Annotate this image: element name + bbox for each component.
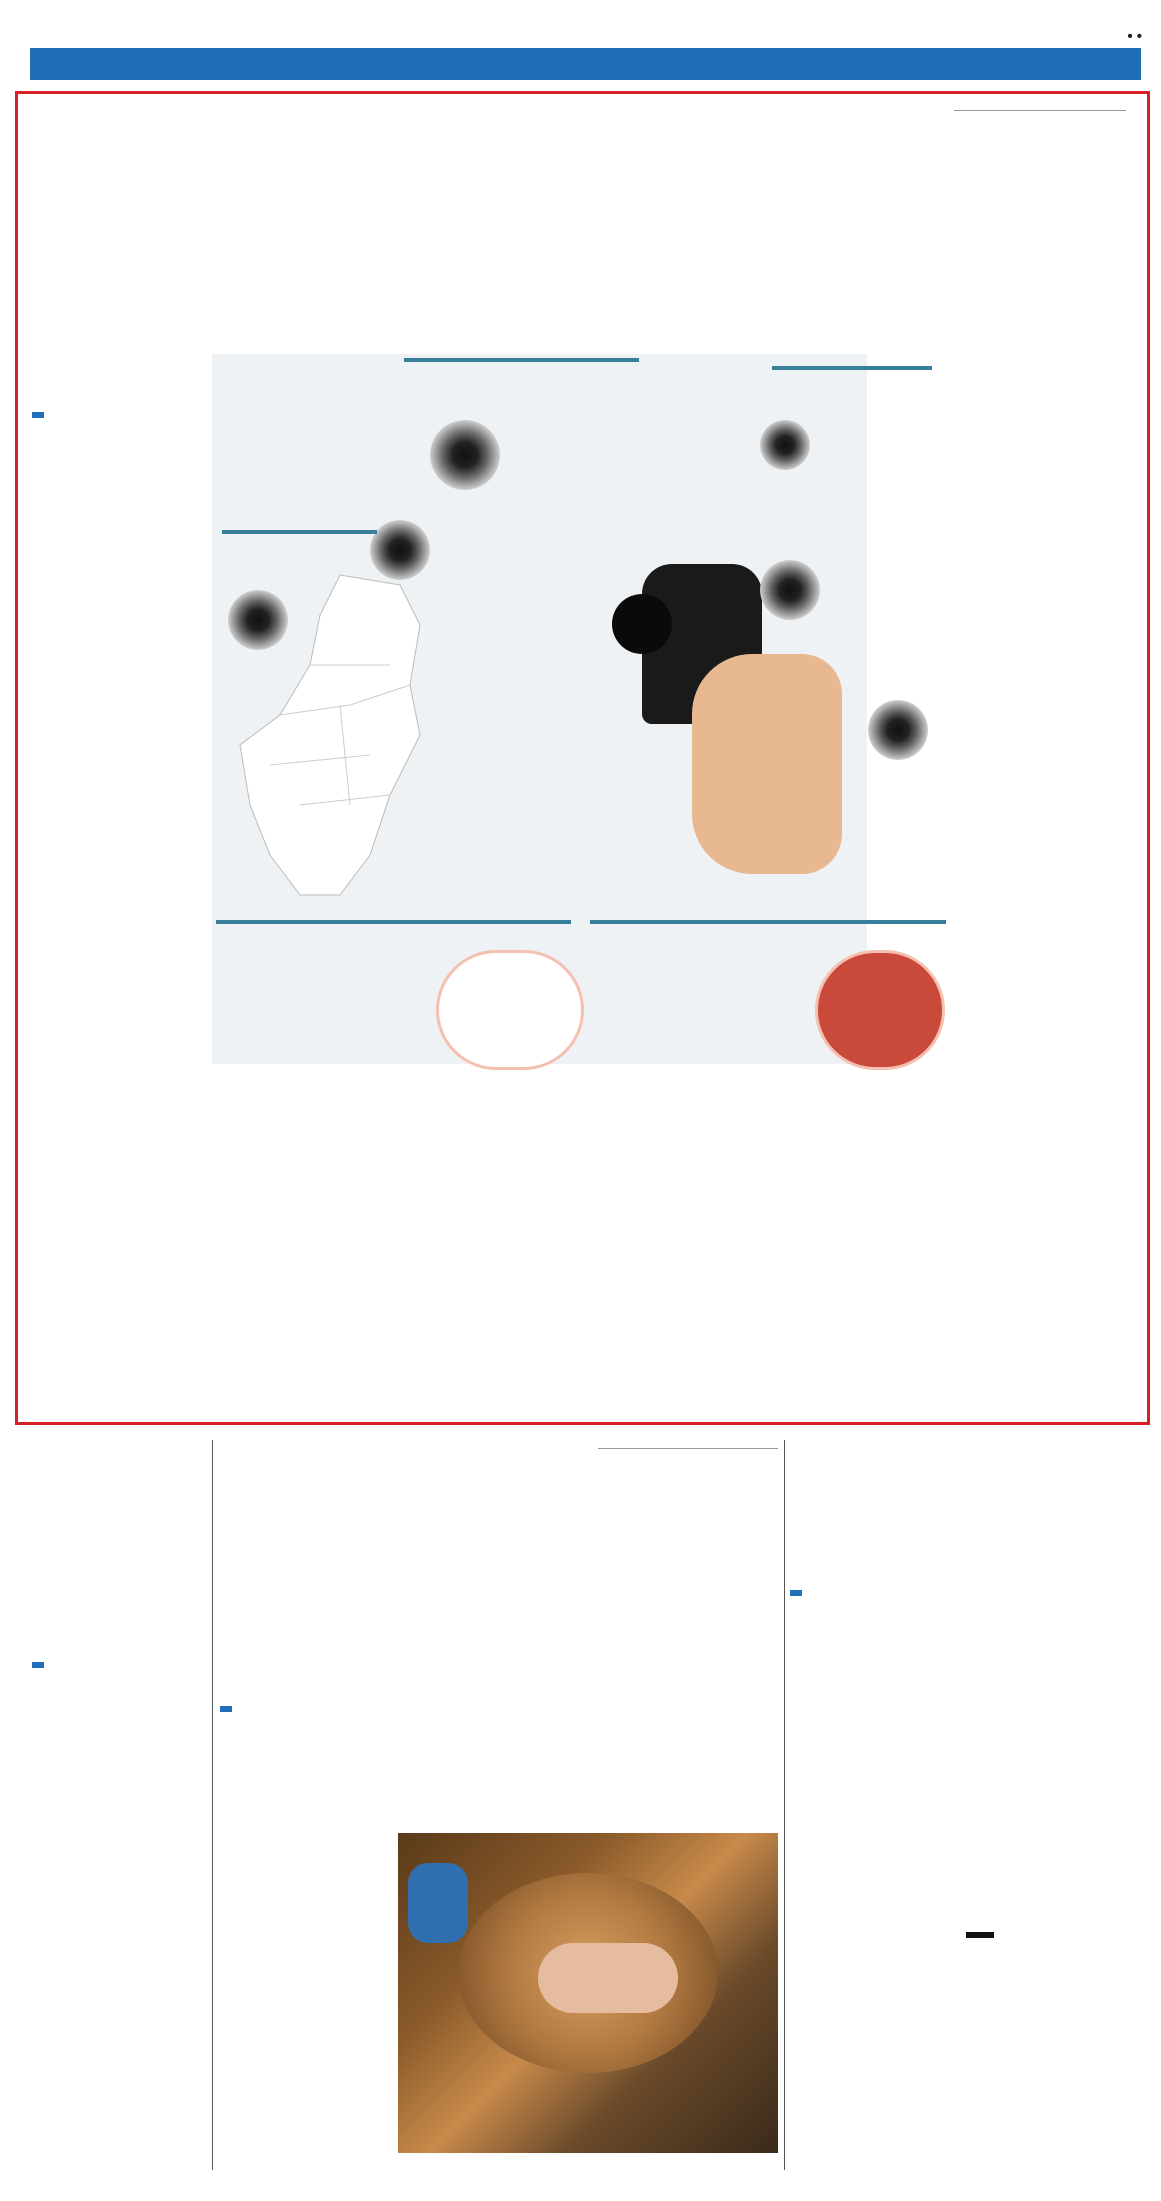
suicide-zones-title bbox=[772, 366, 932, 370]
pull-quote-rule bbox=[966, 1932, 994, 1938]
glove bbox=[408, 1863, 468, 1943]
bullet-hole-icon bbox=[868, 700, 928, 760]
dog-rescue-photo bbox=[398, 1833, 778, 2153]
homicide-trend-chart bbox=[404, 375, 744, 525]
map-outline bbox=[240, 575, 420, 895]
traffic-callout bbox=[436, 950, 584, 1070]
bolivar-chart bbox=[590, 938, 820, 1068]
homicide-trend-title bbox=[404, 358, 639, 362]
map-title bbox=[222, 530, 377, 534]
masthead bbox=[22, 26, 1142, 46]
section-tag bbox=[790, 1590, 802, 1596]
bogota-map bbox=[220, 565, 460, 925]
section-tag bbox=[32, 412, 44, 418]
hand-illustration bbox=[692, 654, 842, 874]
dateline: • • bbox=[1127, 28, 1142, 45]
reader-note bbox=[954, 110, 1126, 114]
story3-col-1 bbox=[220, 1666, 395, 1714]
byline bbox=[32, 354, 207, 357]
bolivar-title bbox=[590, 920, 946, 924]
hand bbox=[538, 1943, 678, 2013]
bullet-hole-icon bbox=[760, 420, 810, 470]
bolivar-callout bbox=[815, 950, 945, 1070]
column-divider bbox=[212, 1440, 213, 2170]
traffic-title bbox=[216, 920, 571, 924]
story2-body bbox=[32, 1622, 207, 1670]
gun-barrel bbox=[612, 594, 672, 654]
story4-col-1 bbox=[790, 1540, 958, 1598]
main-col-right bbox=[954, 104, 1126, 114]
bullet-hole-icon bbox=[760, 560, 820, 620]
main-col-1 bbox=[32, 410, 207, 420]
reader-note bbox=[598, 1448, 778, 1452]
section-tag bbox=[220, 1706, 232, 1712]
section-tag bbox=[32, 1662, 44, 1668]
traffic-chart bbox=[216, 938, 441, 1068]
story3-col-3 bbox=[598, 1444, 778, 1452]
column-divider bbox=[784, 1440, 785, 2170]
section-bar bbox=[30, 48, 1141, 80]
